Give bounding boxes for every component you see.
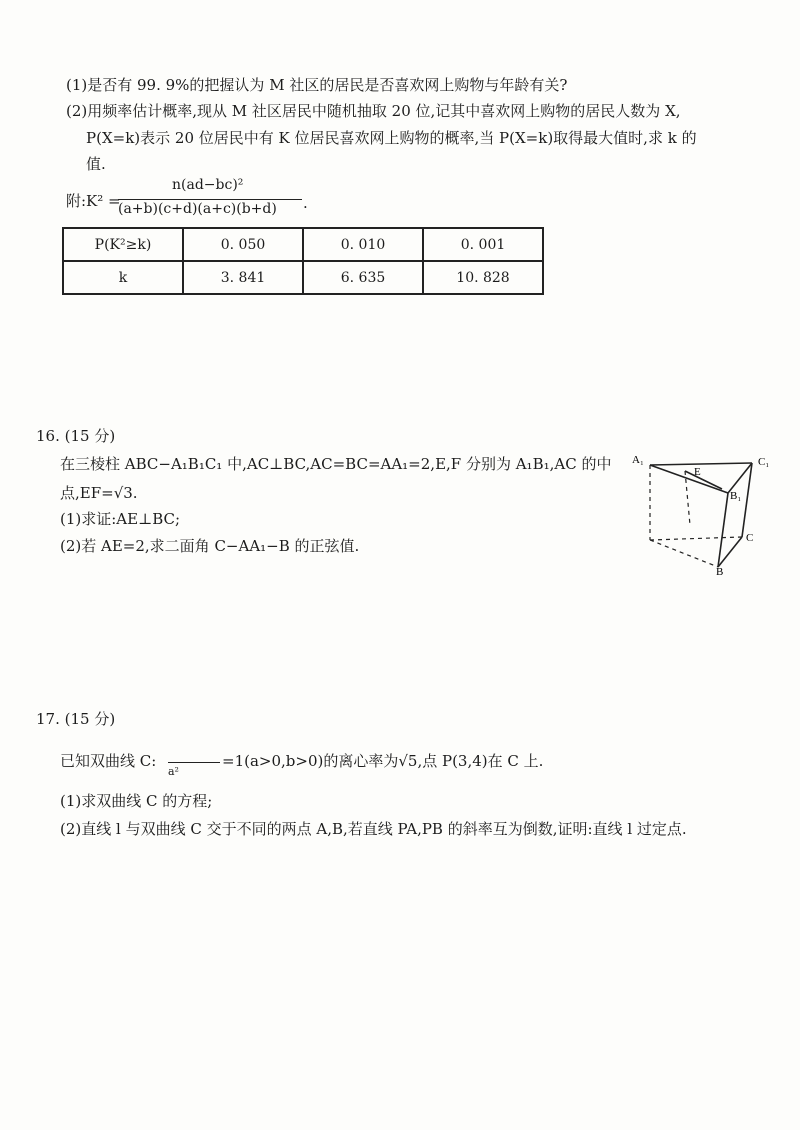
q17-line1-a: 已知双曲线 C: [60, 752, 157, 770]
q17-line1-b: =1(a>0,b>0)的离心率为√5,点 P(3,4)在 C 上. [222, 752, 544, 770]
q16-header: 16. (15 分) [36, 427, 116, 445]
q17-header: 17. (15 分) [36, 710, 116, 728]
q17-fraction-denominator: a² [168, 765, 179, 778]
formula-fraction-bar [118, 199, 302, 200]
label-b1: B₁ [730, 490, 742, 502]
table-cell: 10. 828 [423, 261, 543, 294]
q17-part1: (1)求双曲线 C 的方程; [60, 792, 213, 810]
q16-line1: 在三棱柱 ABC−A₁B₁C₁ 中,AC⊥BC,AC=BC=AA₁=2,E,F 分别为 A₁B₁,AC 的中 [60, 455, 612, 473]
table-cell: k [63, 261, 183, 294]
formula-end: . [303, 194, 308, 212]
q15-part2-line1: (2)用频率估计概率,现从 M 社区居民中随机抽取 20 位,记其中喜欢网上购物的居民人数为 X, [66, 102, 681, 120]
prism-figure [630, 445, 790, 575]
label-a1: A₁ [632, 454, 644, 466]
formula-numerator: n(ad−bc)² [172, 177, 244, 193]
table-row [63, 261, 543, 294]
q17-part2: (2)直线 l 与双曲线 C 交于不同的两点 A,B,若直线 PA,PB 的斜率互为倒数,证明:直线 l 过定点. [60, 820, 687, 838]
q16-line2: 点,EF=√3. [60, 484, 138, 502]
appendix-label: 附:K² = [66, 192, 121, 210]
label-c1: C₁ [758, 456, 770, 468]
table-cell: 3. 841 [183, 261, 303, 294]
q16-part1: (1)求证:AE⊥BC; [60, 510, 181, 528]
table-cell: 6. 635 [303, 261, 423, 294]
q15-part1: (1)是否有 99. 9%的把握认为 M 社区的居民是否喜欢网上购物与年龄有关? [66, 76, 568, 94]
q16-part2: (2)若 AE=2,求二面角 C−AA₁−B 的正弦值. [60, 537, 360, 555]
q15-part2-line3: 值. [86, 155, 106, 173]
formula-denominator: (a+b)(c+d)(a+c)(b+d) [118, 201, 277, 217]
label-c: C [746, 532, 754, 544]
label-b: B [716, 566, 724, 575]
table-cell: 0. 001 [423, 228, 543, 261]
q17-fraction-bar [168, 762, 220, 763]
table-cell: 0. 010 [303, 228, 423, 261]
table-row [63, 228, 543, 261]
label-e: E [694, 466, 701, 478]
q15-part2-line2: P(X=k)表示 20 位居民中有 K 位居民喜欢网上购物的概率,当 P(X=k)取得最大值时,求 k 的 [86, 129, 697, 147]
table-cell: 0. 050 [183, 228, 303, 261]
critical-value-table [62, 227, 544, 295]
table-cell: P(K²≥k) [63, 228, 183, 261]
